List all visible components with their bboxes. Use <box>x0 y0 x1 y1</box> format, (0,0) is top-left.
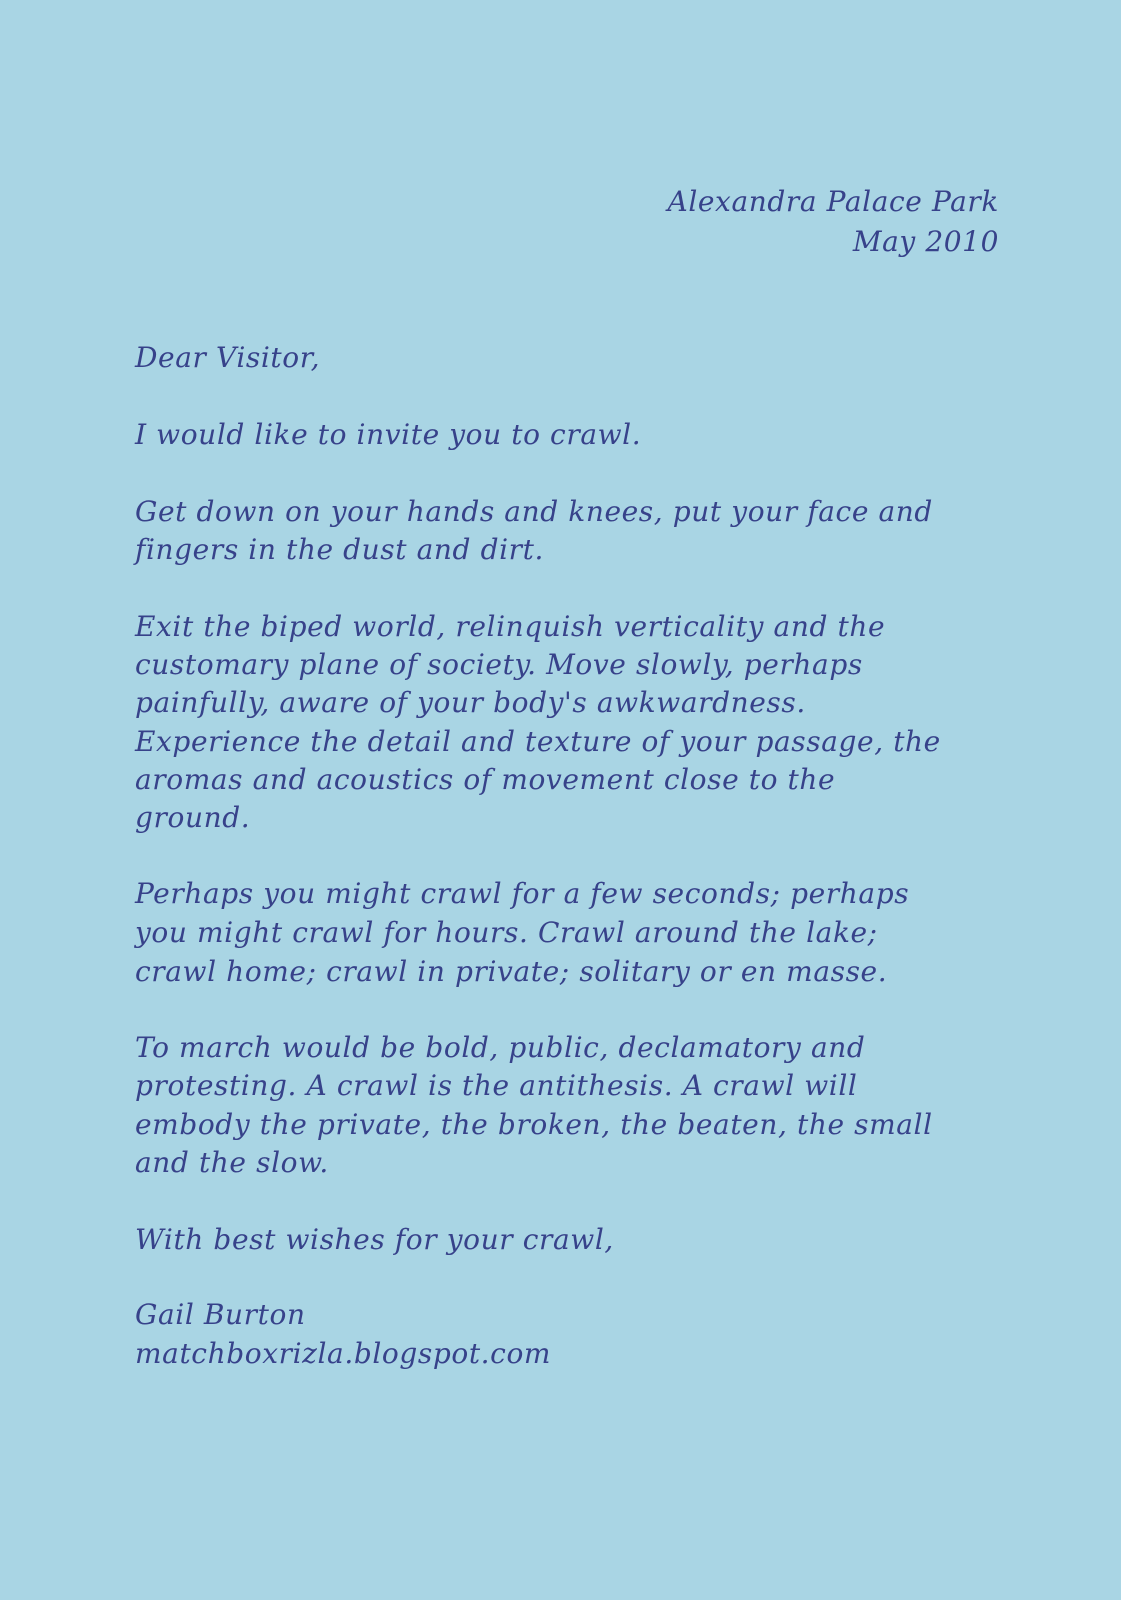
signature-name: Gail Burton <box>135 1298 306 1331</box>
letter-salutation: Dear Visitor, <box>135 341 321 374</box>
paragraph-5-line-4: and the slow. <box>135 1146 329 1179</box>
paragraph-5-line-2: protesting. A crawl is the antithesis. A crawl will <box>135 1069 858 1102</box>
paragraph-4-line-2: you might crawl for hours. Crawl around the lake; <box>135 916 878 949</box>
paragraph-3-line-6: ground. <box>135 801 251 834</box>
paragraph-2-line-2: fingers in the dust and dirt. <box>135 533 544 566</box>
paragraph-4-line-1: Perhaps you might crawl for a few seconds; perhaps <box>135 877 910 910</box>
paragraph-3-line-5: aromas and acoustics of movement close to the <box>135 763 836 796</box>
paragraph-1-line-1: I would like to invite you to crawl. <box>135 418 642 451</box>
paragraph-2-line-1: Get down on your hands and knees, put your face and <box>135 495 933 528</box>
paragraph-3-line-1: Exit the biped world, relinquish verticality and the <box>135 610 886 643</box>
paragraph-3-line-2: customary plane of society. Move slowly, perhaps <box>135 648 863 681</box>
paragraph-4-line-3: crawl home; crawl in private; solitary or en masse. <box>135 955 888 988</box>
paragraph-3-line-3: painfully, aware of your body's awkwardness. <box>135 686 806 719</box>
paragraph-5-line-3: embody the private, the broken, the beaten, the small <box>135 1108 933 1141</box>
paragraph-5-line-1: To march would be bold, public, declamatory and <box>135 1031 866 1064</box>
letter-place: Alexandra Palace Park <box>667 185 999 218</box>
letter-date: May 2010 <box>852 225 999 258</box>
signature-website: matchboxrizla.blogspot.com <box>135 1337 552 1370</box>
paragraph-3-line-4: Experience the detail and texture of your passage, the <box>135 725 941 758</box>
letter-closing: With best wishes for your crawl, <box>135 1223 614 1256</box>
